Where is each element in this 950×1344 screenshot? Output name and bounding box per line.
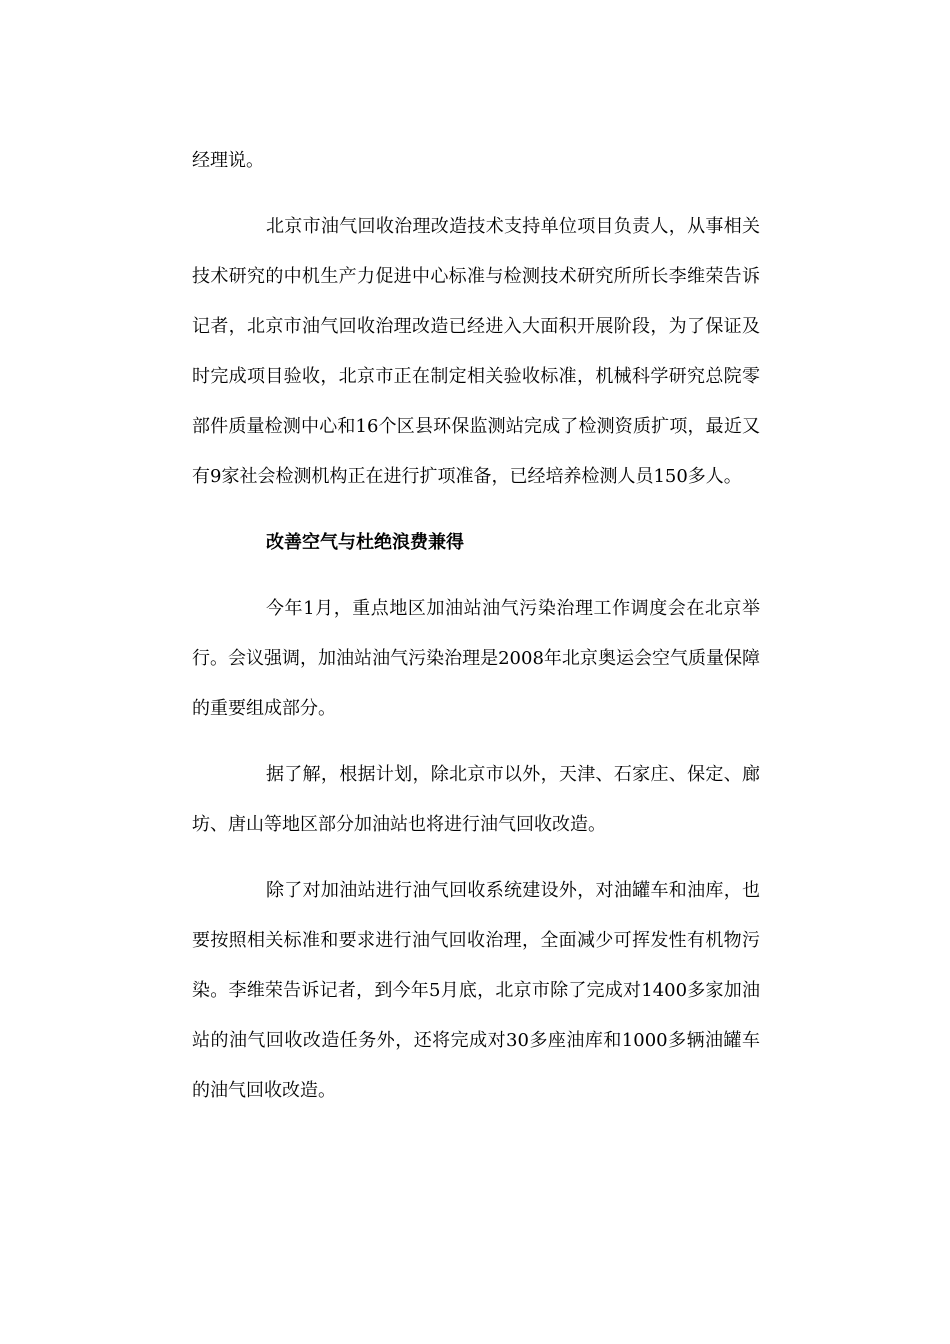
document-body — [192, 136, 760, 1116]
section-heading: 改善空气与杜绝浪费兼得 — [266, 532, 464, 553]
paragraph-tankers-depots: 除了对加油站进行油气回收系统建设外，对油罐车和油库，也要按照相关标准和要求进行油气回收治理，全面减少可挥发性有机物污染。李维荣告诉记者，到今年5月底，北京市除了完成对1400多家加油站的油气回收改造任务外，还将完成对30多座油库和1000多辆油罐车的油气回收改造。 — [192, 880, 760, 1101]
paragraph-li-weirong-statement: 北京市油气回收治理改造技术支持单位项目负责人，从事相关技术研究的中机生产力促进中心标准与检测技术研究所所长李维荣告诉记者，北京市油气回收治理改造已经进入大面积开展阶段，为了保证及时完成项目验收，北京市正在制定相关验收标准，机械科学研究总院零部件质量检测中心和16个区县环保监测站完成了检测资质扩项，最近又有9家社会检测机构正在进行扩项准备，已经培养检测人员150多人。 — [192, 216, 760, 487]
paragraph-regional-plan: 据了解，根据计划，除北京市以外，天津、石家庄、保定、廊坊、唐山等地区部分加油站也将进行油气回收改造。 — [192, 764, 760, 835]
paragraph-january-meeting: 今年1月，重点地区加油站油气污染治理工作调度会在北京举行。会议强调，加油站油气污染治理是2008年北京奥运会空气质量保障的重要组成部分。 — [192, 598, 760, 719]
paragraph-continuation: 经理说。 — [192, 150, 264, 171]
